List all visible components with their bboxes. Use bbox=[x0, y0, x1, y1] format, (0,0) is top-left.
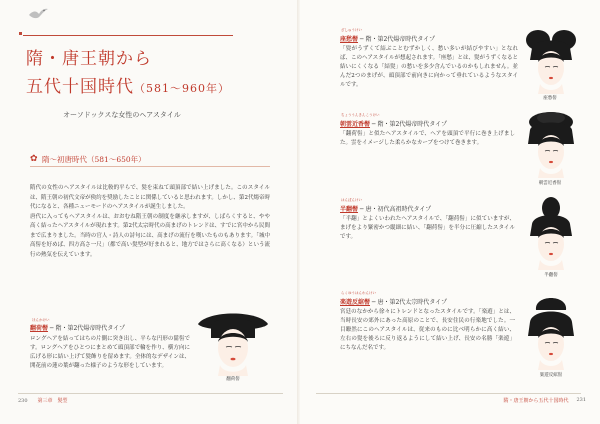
hair-description: 「翻荷髻」と似たヘアスタイルで、ヘアを頭頂で平行に巻き上げました。雲をイメージした柔らかなカーブをつけて巻きます。 bbox=[340, 131, 515, 146]
portrait-image bbox=[520, 26, 582, 94]
intro-text: 隋代の女性のヘアスタイルは比較的平らで、髪を束ねて頭頂部で結い上げました。このスタイルは、隋王朝の初代文帝が倹約を奨励したことに関係していると思われます。しかし、第2代煬帝時代になると、各種ニューモードのヘアスタイルが誕生しました。 唐代に入ってもヘアスタイルは、おおむね隋王朝の制度を継承しますが、しばらくすると、やや高く結ったヘアスタイルが現れます。第2代太宗時代の高まげのトレンドは、すでに宮中から民間まで広まりました。当時の官人・詩人の詩句には、高まげの流行を嘆いたものもあります。「城中高髻を好めば、四方高さ一尺」（都で高い髪型が好まれると、地方ではさらに高くなる）という流行の熱気を伝えています。 bbox=[30, 185, 270, 258]
footer-rule bbox=[316, 393, 581, 394]
hair-name: 座愁髻 bbox=[340, 36, 359, 43]
hair-ruby: はんぽんけい bbox=[341, 198, 362, 202]
hair-name: 楽遊反綰髻 bbox=[340, 299, 371, 306]
footer bbox=[503, 397, 586, 404]
running-head: 第三章 髪型 bbox=[37, 398, 68, 404]
hair-title: 楽遊反綰髻 ─ 唐・第2代太宗時代タイプ bbox=[340, 299, 447, 306]
hair-name: 朝雲近香髻 bbox=[340, 121, 371, 128]
hair-description: 「髪がうずくて結ぶことむずかしく、愁い多いが結びやすい」となれば、このヘアスタイルが想起されます。「座愁」とは、髪がうずくなると結いにくくなる「結髪」の愁いを多少含んでいるのかもしれません。並んだ2つのまげが、頭頂部で前向きに向かって垂れているようなスタイルです。 bbox=[340, 46, 518, 88]
flower-icon: ✿ bbox=[30, 154, 38, 164]
hair-ruby: ざしゅうけい bbox=[341, 28, 362, 32]
portrait-caption: 朝雲近香髻 bbox=[538, 181, 562, 186]
hair-title: 翻荷髻 ─ 隋・第2代煬帝時代タイプ bbox=[30, 325, 125, 332]
section-heading bbox=[30, 154, 146, 165]
hair-description: 「半翻」とよくいわれたヘアスタイルで、「翻荷髻」に似ていますが、まげをより緊密かつ縦細に結い、「翻荷髻」を半分に圧縮したスタイルです。 bbox=[340, 216, 515, 240]
portrait-caption: 楽遊反綰髻 bbox=[539, 373, 563, 378]
title-years: （581～960年） bbox=[134, 82, 230, 95]
hair-ruby: ほんかけい bbox=[32, 318, 50, 322]
page-number: 230 bbox=[18, 397, 28, 404]
portrait-caption: 半翻髻 bbox=[544, 273, 558, 278]
right-page bbox=[300, 0, 600, 424]
divider bbox=[30, 166, 270, 167]
portrait-caption: 座愁髻 bbox=[543, 96, 557, 101]
page-number: 231 bbox=[576, 397, 586, 403]
hair-title: 半翻髻 ─ 唐・初代高祖時代タイプ bbox=[340, 206, 432, 213]
hair-title: 座愁髻 ─ 隋・第2代煬帝時代タイプ bbox=[340, 36, 435, 43]
running-head: 隋・唐王朝から五代十国時代 bbox=[503, 398, 569, 404]
portrait-image bbox=[520, 110, 582, 178]
hair-ruby: ちょううんきんこうけい bbox=[341, 113, 380, 117]
subtitle: オーソドックスな女性のヘアスタイル bbox=[63, 111, 181, 119]
portrait-caption: 翻荷髻 bbox=[226, 377, 240, 382]
portrait-image bbox=[520, 292, 582, 370]
hair-name: 翻荷髻 bbox=[30, 325, 49, 332]
bird-icon bbox=[27, 6, 49, 22]
title-line2: 五代十国時代（581～960年） bbox=[26, 77, 230, 97]
title-line1: 隋・唐王朝から bbox=[26, 49, 152, 69]
hair-name: 半翻髻 bbox=[340, 206, 359, 213]
portrait-image bbox=[193, 302, 273, 376]
hair-title: 朝雲近香髻 ─ 隋・第2代煬帝時代タイプ bbox=[340, 121, 447, 128]
portrait-image bbox=[520, 196, 582, 270]
hair-ruby: らくゆうはんわんけい bbox=[341, 291, 376, 295]
hair-description: 宮廷のなかから徐々にトレンドとなったスタイルです。「楽遊」とは、当時長安の郊外にあった高原のことで、長安住民の行楽地でした。一目瞭然にこのヘアスタイルは、従来のものに比べ明らかに高く結い、左右の髪を後ろに反り返るようにして結い上げ、長安の名勝「楽遊」にちなんだ名です。 bbox=[340, 309, 515, 351]
footer bbox=[18, 397, 68, 404]
section-heading-text: 隋～初唐時代（581～650年） bbox=[42, 155, 146, 164]
chapter-title bbox=[23, 35, 233, 106]
footer-rule bbox=[18, 393, 283, 394]
hair-description: ロングヘアを結ってはちの片側に突き出し、平らな円形の髷髻です。ロングヘアをひとつにまとめて頭頂部で輪を作り、横方向に広げる形に結い上げて髪飾りを留めます。全体的なデザインは、開花前の蓮の葉が翻った様子のような形をしています。 bbox=[30, 336, 190, 369]
